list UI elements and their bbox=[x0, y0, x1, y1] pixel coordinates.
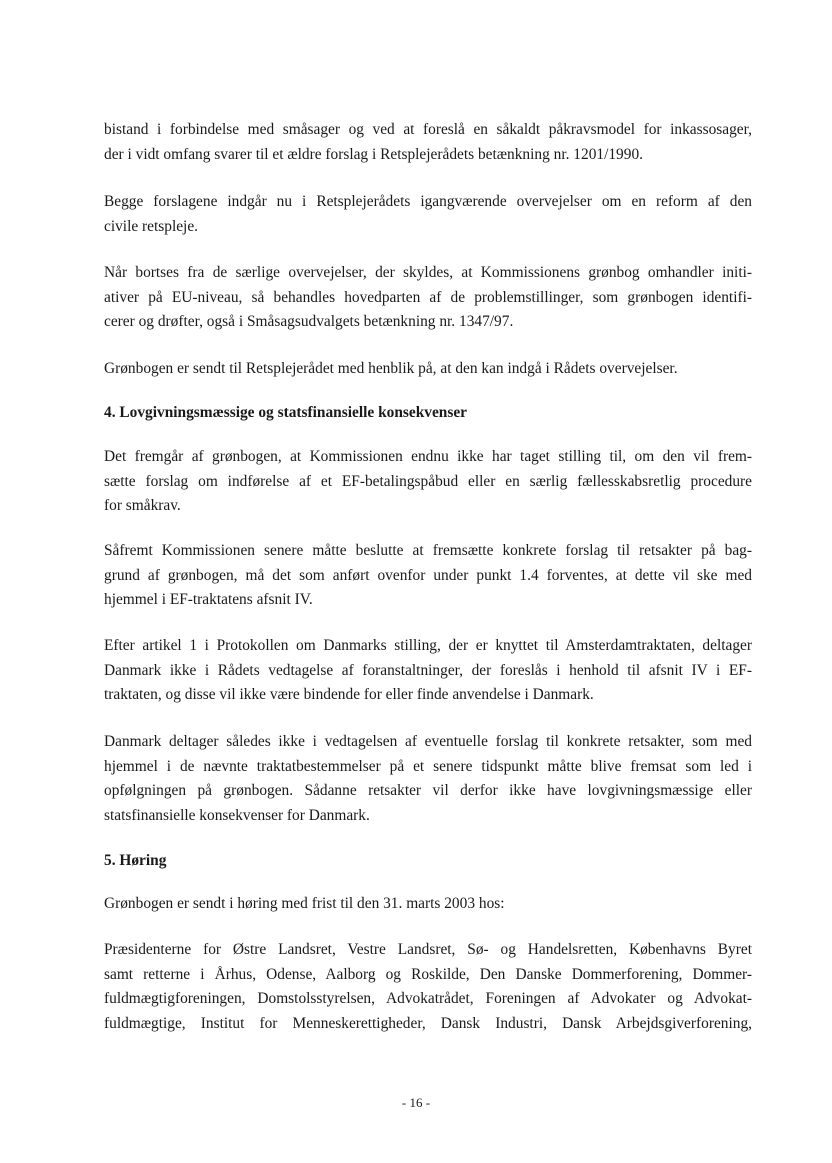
page-number: - 16 - bbox=[401, 1095, 431, 1110]
text-line: opfølgningen på grønbogen. Sådanne retsakter vil derfor ikke have lovgivningsmæssige eller bbox=[104, 782, 752, 799]
text-line: fuldmægtige, Institut for Menneskerettigheder, Dansk Industri, Dansk Arbejdsgiverforening, bbox=[104, 1014, 752, 1032]
paragraph bbox=[104, 261, 752, 335]
text-line: Begge forslagene indgår nu i Retsplejerådets igangværende overvejelser om en reform af den bbox=[104, 193, 752, 210]
text-line: for småkrav. bbox=[104, 497, 181, 514]
text-line: hjemmel i de nævnte traktatbestemmelser på et senere tidspunkt måtte blive fremsat som led i bbox=[104, 757, 752, 775]
text-line: civile retspleje. bbox=[104, 217, 199, 235]
text-line: grund af grønbogen, må det som anført ovenfor under punkt 1.4 forventes, at dette vil ske med bbox=[104, 566, 752, 584]
paragraph bbox=[104, 730, 752, 828]
section-heading: 4. Lovgivningsmæssige og statsfinansielle konsekvenser bbox=[104, 404, 467, 421]
text-line: Såfremt Kommissionen senere måtte beslutte at fremsætte konkrete forslag til retsakter på bag- bbox=[104, 542, 752, 559]
paragraph bbox=[104, 190, 752, 239]
section-heading: 5. Høring bbox=[104, 852, 167, 869]
text-line: Danmark deltager således ikke i vedtagelsen af eventuelle forslag til konkrete retsakter, som med bbox=[104, 733, 752, 750]
text-line: Det fremgår af grønbogen, at Kommissionen endnu ikke har taget stilling til, om den vil frem- bbox=[104, 448, 752, 465]
text-line: der i vidt omfang svarer til et ældre forslag i Retsplejerådets betænkning nr. 1201/1990. bbox=[104, 145, 643, 163]
text-line: Efter artikel 1 i Protokollen om Danmarks stilling, der er knyttet til Amsterdamtraktaten, deltager bbox=[104, 637, 752, 654]
text-line: sætte forslag om indførelse af et EF-betalingspåbud eller en særlig fællesskabsretlig procedure bbox=[104, 472, 752, 490]
paragraph bbox=[104, 118, 752, 167]
text-line: Præsidenterne for Østre Landsret, Vestre Landsret, Sø- og Handelsretten, Københavns Byret bbox=[104, 941, 752, 958]
text-line: cerer og drøfter, også i Småsagsudvalgets betænkning nr. 1347/97. bbox=[104, 313, 514, 330]
paragraph bbox=[104, 539, 752, 613]
text-line: hjemmel i EF-traktatens afsnit IV. bbox=[104, 591, 313, 608]
paragraph bbox=[104, 634, 752, 708]
paragraph bbox=[104, 892, 752, 917]
text-line: samt retterne i Århus, Odense, Aalborg og Roskilde, Den Danske Dommerforening, Dommer- bbox=[104, 965, 752, 983]
text-line: traktaten, og disse vil ikke være bindende for eller finde anvendelse i Danmark. bbox=[104, 686, 594, 703]
text-line: fuldmægtigforeningen, Domstolsstyrelsen, Advokatrådet, Foreningen af Advokater og Advokat- bbox=[104, 990, 752, 1007]
text-line: statsfinansielle konsekvenser for Danmark. bbox=[104, 806, 370, 824]
text-line: bistand i forbindelse med småsager og ved at foreslå en såkaldt påkravsmodel for inkassosager, bbox=[104, 121, 752, 138]
text-line: Grønbogen er sendt til Retsplejerådet med henblik på, at den kan indgå i Rådets overvejelser. bbox=[104, 360, 678, 377]
text-line: Når bortses fra de særlige overvejelser, der skyldes, at Kommissionens grønbog omhandler initi- bbox=[104, 264, 752, 281]
paragraph bbox=[104, 938, 752, 1036]
text-line: Grønbogen er sendt i høring med frist til den 31. marts 2003 hos: bbox=[104, 895, 505, 912]
paragraph bbox=[104, 357, 752, 382]
paragraph bbox=[104, 445, 752, 519]
text-line: Danmark ikke i Rådets vedtagelse af foranstaltninger, der foreslås i henhold til afsnit IV i EF- bbox=[104, 661, 752, 679]
text-line: ativer på EU-niveau, så behandles hovedparten af de problemstillinger, som grønbogen identifi- bbox=[104, 288, 752, 306]
